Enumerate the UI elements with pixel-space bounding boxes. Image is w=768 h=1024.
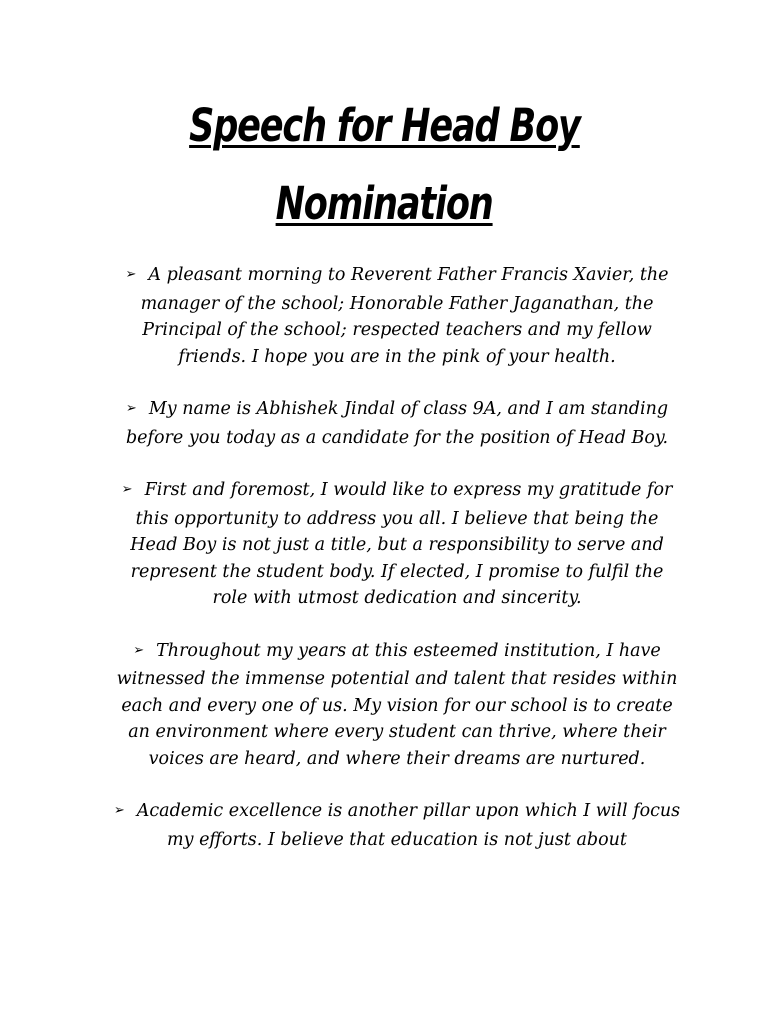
list-item [112,262,682,370]
arrow-bullet-icon: ➢ [125,401,137,416]
title-line-2: Nomination [275,177,493,230]
arrow-bullet-icon: ➢ [113,803,125,818]
arrow-bullet-icon: ➢ [133,642,145,658]
arrow-bullet-icon: ➢ [125,267,137,282]
arrow-bullet-icon: ➢ [121,482,133,497]
list-item [112,798,682,853]
list-item [112,396,682,451]
speech-bullet-list [112,262,682,879]
page-title [0,100,768,230]
paragraph-text: My name is Abhishek Jindal of class 9A, and I am standing before you today as a candidate for the position of Head Boy. [125,399,669,448]
paragraph-text: First and foremost, I would like to express my gratitude for this opportunity to address you all. I believe that being the Head Boy is not just a title, but a responsibility to serve and represent the student body. If elected, I promise to fulfil the role with utmost dedication and sincerity. [130,480,673,608]
paragraph-text: A pleasant morning to Reverent Father Francis Xavier, the manager of the school; Honorable Father Jaganathan, the Principal of the school; respected teachers and my fellow friends. I hope you are in the pink of your health. [140,265,669,367]
list-item [112,477,682,612]
list-item [112,638,682,773]
title-line-1: Speech for Head Boy [188,99,580,152]
paragraph-text: Academic excellence is another pillar upon which I will focus my efforts. I believe that education is not just about [136,801,681,850]
paragraph-text: Throughout my years at this esteemed institution, I have witnessed the immense potential and talent that resides within each and every one of us. My vision for our school is to create an environment where every student can thrive, where their voices are heard, and where their dreams are nurtured. [116,640,678,769]
